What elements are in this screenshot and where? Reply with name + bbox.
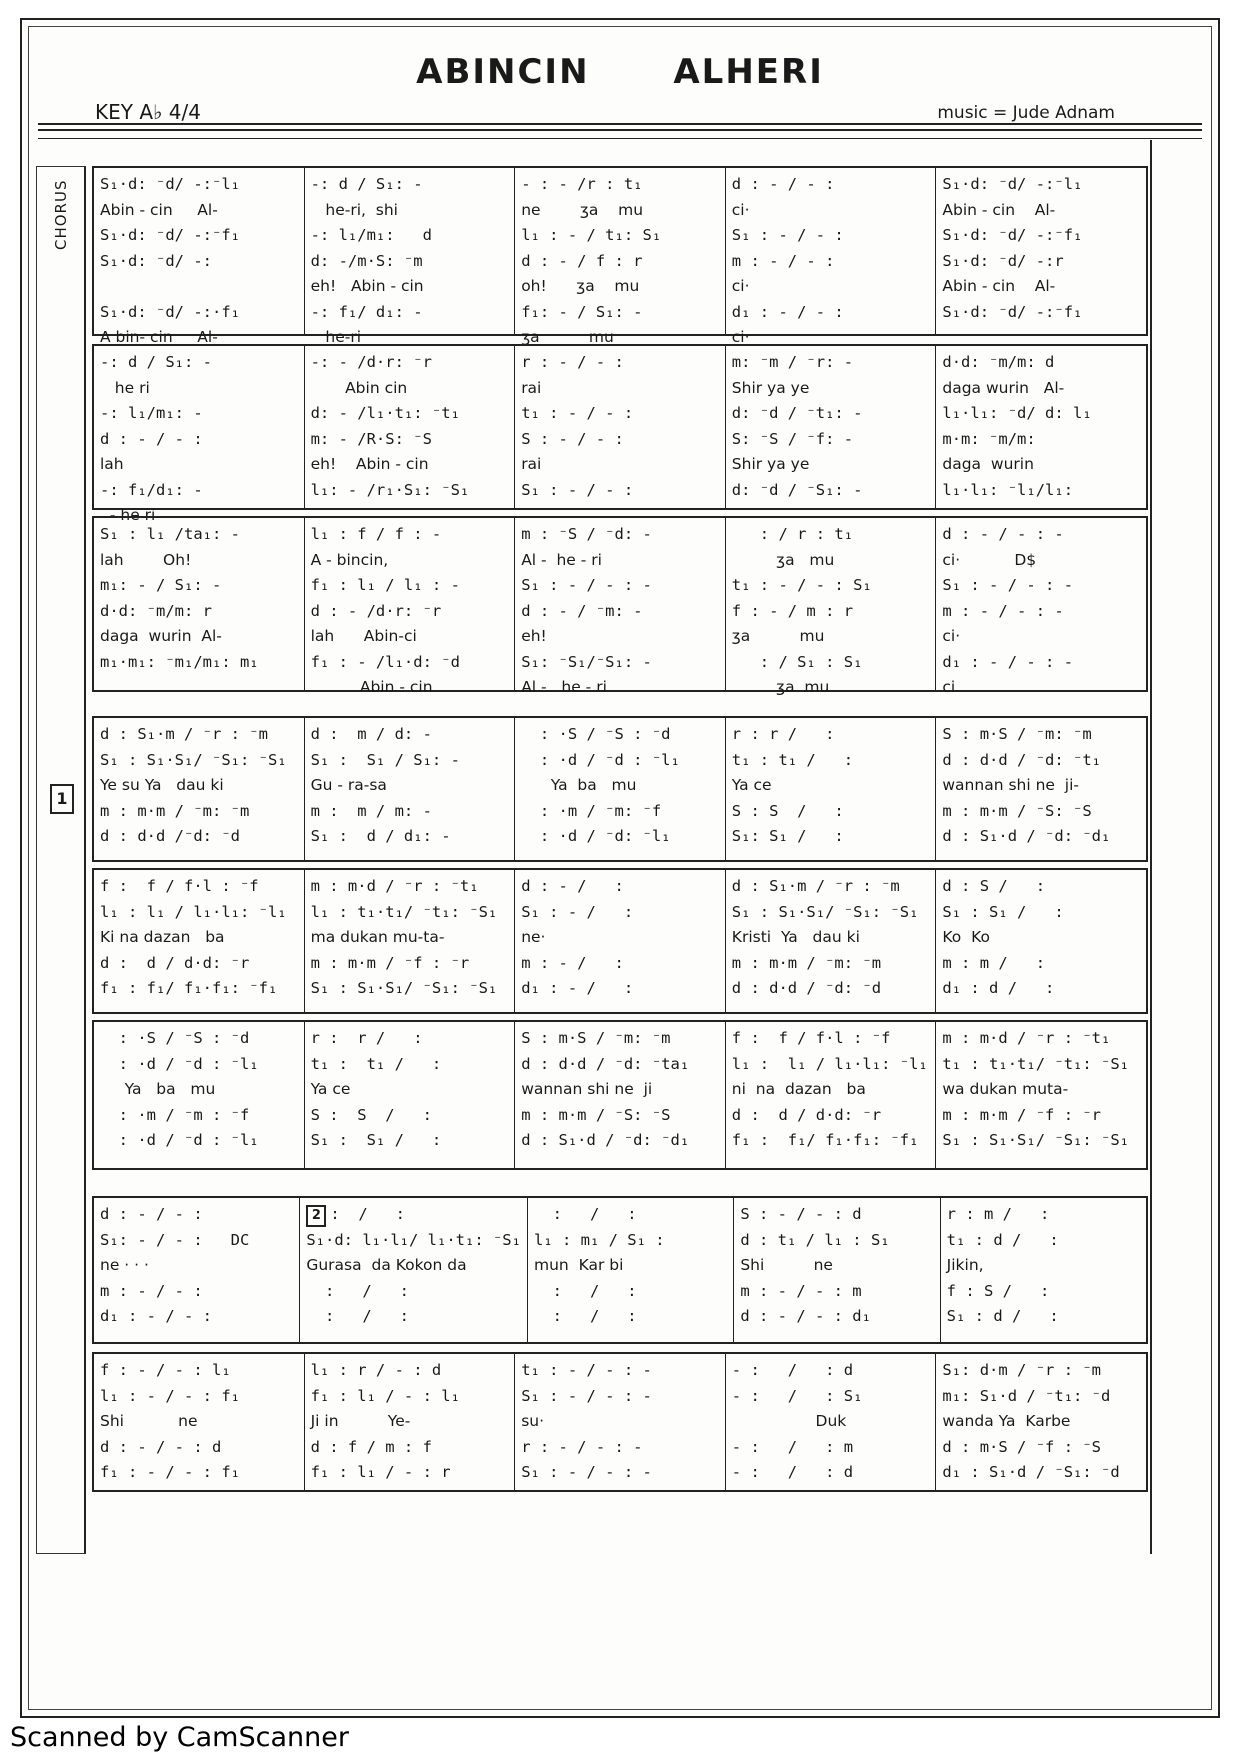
notation-line: l₁ : l₁ / l₁·l₁: ⁻l₁ xyxy=(100,902,287,921)
lyric-line: ci· xyxy=(731,200,750,219)
notation-line: d₁ : d / : xyxy=(942,979,1055,997)
lyric-line: lah xyxy=(100,455,124,473)
notation-line: f₁ : l₁ / l₁ : - xyxy=(310,576,460,594)
notation-line: t₁ : - / - : xyxy=(521,404,634,422)
notation-line: m : m / m: - xyxy=(310,801,432,820)
lyric-line: Abin - cin Al- xyxy=(100,200,218,219)
measure xyxy=(94,1022,305,1168)
measure xyxy=(515,718,726,860)
notation-line: l₁ : r / - : d xyxy=(310,1361,442,1379)
lyric-line: Ya ba mu xyxy=(100,1080,216,1098)
notation-line: S₁ : - / - : - xyxy=(521,1463,652,1481)
measure xyxy=(726,346,937,508)
lyric-line: Ji in Ye- xyxy=(310,1412,411,1430)
measure xyxy=(305,718,516,860)
notation-line: d : - /d·r: ⁻r xyxy=(310,601,442,620)
lyric-line: - he ri xyxy=(100,506,156,524)
notation-line: S₁ : l₁ /ta₁: - xyxy=(100,525,240,543)
notation-line: d·d: ⁻m/m: r xyxy=(100,601,212,620)
lyric-line: lah Abin-ci xyxy=(310,627,417,645)
notation-line: S₁·d: ⁻d/ -: xyxy=(100,251,212,270)
score-system xyxy=(92,1196,1148,1344)
lyric-line: ni na dazan ba xyxy=(731,1080,866,1098)
notation-line: d : - / - : xyxy=(731,175,835,193)
notation-line: : ·d / ⁻d : ⁻l₁ xyxy=(521,750,680,769)
notation-line: -: - /d·r: ⁻r xyxy=(310,353,432,371)
notation-line: : ·d / ⁻d: ⁻l₁ xyxy=(521,827,671,845)
notation-line: m : m·m / ⁻S: ⁻S xyxy=(942,801,1092,820)
lyric-line: rai xyxy=(521,378,542,397)
notation-line: - : - /r : t₁ xyxy=(521,175,643,193)
lyric-line: ʒa mu xyxy=(731,550,835,569)
notation-line: d : - / f : r xyxy=(521,251,643,270)
notation-line: f : f / f·l : ⁻f xyxy=(100,877,259,895)
notation-line: : ·S / ⁻S : ⁻d xyxy=(521,725,671,743)
lyric-line: Abin - cin Al- xyxy=(942,200,1056,219)
notation-line: S₁·d: ⁻d/ -:·f₁ xyxy=(100,302,240,321)
notation-line: m₁·m₁: ⁻m₁/m₁: m₁ xyxy=(100,652,259,671)
notation-line: S₁ : - / - : xyxy=(731,226,844,244)
notation-line: - : / : d xyxy=(731,1361,854,1379)
measure xyxy=(94,518,305,690)
lyric-line: Ya ce xyxy=(731,776,772,794)
lyric-line: Abin - cin xyxy=(310,678,433,696)
notation-line: S₁: ⁻S₁/⁻S₁: - xyxy=(521,652,652,671)
notation-line: d : - / - : d₁ xyxy=(740,1307,871,1325)
score-system xyxy=(92,716,1148,862)
notation-line: d₁ : - / - : xyxy=(731,302,844,321)
notation-line: S₁ : d / : xyxy=(946,1307,1059,1325)
lyric-line: Gu - ra-sa xyxy=(310,776,387,794)
measure xyxy=(515,346,726,508)
measure xyxy=(305,1022,516,1168)
notation-line: m : - / - : xyxy=(100,1281,203,1300)
notation-line: d : d / d·d: ⁻r xyxy=(100,953,250,972)
notation-line: d : d / d·d: ⁻r xyxy=(731,1105,882,1124)
notation-line: : ·d / ⁻d : ⁻l₁ xyxy=(100,1054,259,1073)
lyric-line: Ya ba mu xyxy=(521,776,637,794)
lyric-line: Duk xyxy=(731,1412,847,1430)
notation-line: d₁ : - / : xyxy=(521,979,634,997)
key-signature: KEY A♭ 4/4 xyxy=(95,100,201,124)
section-margin xyxy=(36,166,86,1554)
notation-line: 2 : / : xyxy=(306,1202,521,1228)
measure xyxy=(726,870,937,1012)
notation-line: S₁ : S₁·S₁/ ⁻S₁: ⁻S₁ xyxy=(310,979,498,997)
lyric-line: wa dukan muta- xyxy=(942,1080,1069,1098)
notation-line: d : S₁·d / ⁻d: ⁻d₁ xyxy=(521,1131,690,1149)
notation-line: -: f₁/d₁: - xyxy=(100,480,203,499)
lyric-line: ʒa mu xyxy=(731,678,830,696)
notation-line: m : m / : xyxy=(942,953,1046,972)
notation-line: S₁ : S₁·S₁/ ⁻S₁: ⁻S₁ xyxy=(942,1131,1130,1149)
notation-line: l₁·l₁: ⁻d/ d: l₁ xyxy=(942,404,1092,422)
measure xyxy=(305,1354,516,1490)
score-system xyxy=(92,166,1148,346)
notation-line: : ·S / ⁻S : ⁻d xyxy=(100,1029,250,1047)
measure xyxy=(726,518,937,696)
notation-line: r : - / - : - xyxy=(521,1437,643,1456)
notation-line: l₁ : l₁ / l₁·l₁: ⁻l₁ xyxy=(731,1054,928,1073)
notation-line: m : m·d / ⁻r : ⁻t₁ xyxy=(942,1029,1111,1047)
notation-line: m : m·m / ⁻S: ⁻S xyxy=(521,1105,671,1124)
notation-line: f₁: - / S₁: - xyxy=(521,302,643,321)
measure xyxy=(528,1198,734,1342)
notation-line: S₁ : - / - : - xyxy=(521,576,652,594)
lyric-line: rai xyxy=(521,455,542,473)
measure xyxy=(94,346,305,524)
notation-line: m₁: - / S₁: - xyxy=(100,576,222,594)
lyric-line: daga wurin Al- xyxy=(942,378,1065,397)
notation-line: l₁ : m₁ / S₁ : xyxy=(533,1230,665,1249)
measure xyxy=(94,718,305,860)
notation-line: m : m·m / ⁻m: ⁻m xyxy=(731,953,882,972)
lyric-line: wannan shi ne ji- xyxy=(942,776,1079,794)
notation-line: S₁·d: ⁻d/ -:⁻f₁ xyxy=(942,302,1083,321)
measure xyxy=(305,518,516,696)
notation-line: f₁ : f₁/ f₁·f₁: ⁻f₁ xyxy=(731,1131,919,1149)
lyric-line: su· xyxy=(521,1412,545,1430)
lyric-line: Ko Ko xyxy=(942,928,990,946)
notation-line: : ·m / ⁻m: ⁻f xyxy=(521,801,662,820)
notation-line: d: - /l₁·t₁: ⁻t₁ xyxy=(310,404,460,422)
header-divider xyxy=(38,129,1202,131)
notation-line: l₁ : - / - : f₁ xyxy=(100,1386,240,1405)
lyric-line: ma dukan mu-ta- xyxy=(310,928,445,946)
lyric-line: Shir ya ye xyxy=(731,378,810,397)
measure xyxy=(515,518,726,696)
notation-line: m : m·m / ⁻f : ⁻r xyxy=(942,1105,1102,1124)
lyric-line: ci· xyxy=(731,328,750,346)
notation-line: -: l₁/m₁: - xyxy=(100,404,203,422)
measure xyxy=(936,346,1146,508)
lyric-line: eh! xyxy=(521,627,547,645)
notation-line: d : S / : xyxy=(942,877,1046,895)
lyric-line: Abin - cin Al- xyxy=(942,277,1056,295)
notation-line: m : m·m / ⁻m: ⁻m xyxy=(100,801,250,820)
notation-line: t₁ : t₁ / : xyxy=(731,750,854,769)
measure xyxy=(515,1354,726,1490)
notation-line: m : - / - : xyxy=(731,251,835,270)
lyric-line: Kristi Ya dau ki xyxy=(731,928,860,946)
notation-line: S₁: d·m / ⁻r : ⁻m xyxy=(942,1361,1102,1379)
measure xyxy=(936,1354,1146,1490)
notation-line: S : S / : xyxy=(310,1105,432,1124)
lyric-line: ci xyxy=(942,678,956,696)
measure xyxy=(726,1022,937,1168)
notation-line: d : d·d / ⁻d: ⁻d xyxy=(731,979,882,997)
chorus-label: CHORUS xyxy=(52,179,70,250)
notation-line: f : S / : xyxy=(946,1281,1050,1300)
lyric-line: ci· xyxy=(731,277,750,295)
notation-line: r : r / : xyxy=(731,725,835,743)
notation-line: m : - / : xyxy=(521,953,624,972)
notation-line: d : m·S / ⁻f : ⁻S xyxy=(942,1437,1102,1456)
notation-line: r : m / : xyxy=(946,1205,1050,1223)
notation-line: S₁: S₁ / : xyxy=(731,827,844,845)
notation-line: S : - / - : xyxy=(521,429,624,448)
section-two-marker: 2 xyxy=(306,1205,326,1227)
lyric-line: he-ri, shi xyxy=(310,200,398,219)
measure xyxy=(941,1198,1146,1342)
measure xyxy=(305,870,516,1012)
notation-line: S₁: - / - : DC xyxy=(100,1230,250,1249)
notation-line: S₁·d: ⁻d/ -:⁻f₁ xyxy=(942,226,1083,244)
notation-line: r : r / : xyxy=(310,1029,423,1047)
measure xyxy=(936,718,1146,860)
notation-line: : / : xyxy=(306,1307,409,1325)
notation-line: S₁ : d / d₁: - xyxy=(310,827,451,845)
measure xyxy=(726,168,937,346)
notation-line: d : - / - : xyxy=(100,429,203,448)
notation-line: S₁·d: ⁻d/ -:⁻l₁ xyxy=(100,175,240,193)
lyric-line: ʒa mu xyxy=(521,328,614,346)
measure xyxy=(936,1022,1146,1168)
notation-line: : / : xyxy=(533,1205,637,1223)
measure xyxy=(515,168,726,346)
notation-line: d : d·d / ⁻d: ⁻t₁ xyxy=(942,750,1102,769)
notation-line: d : S₁·m / ⁻r : ⁻m xyxy=(731,877,900,895)
notation-line: S : m·S / ⁻m: ⁻m xyxy=(942,725,1092,743)
lyric-line: A bin- cin Al- xyxy=(100,328,218,346)
notation-line: l₁ : f / f : - xyxy=(310,525,442,543)
notation-line: d : S₁·d / ⁻d: ⁻d₁ xyxy=(942,827,1111,845)
notation-line: r : - / - : xyxy=(521,353,624,371)
lyric-line: Al - he - ri xyxy=(521,550,602,569)
measure xyxy=(734,1198,940,1342)
notation-line: - : / : S₁ xyxy=(731,1386,863,1405)
notation-line: - : / : d xyxy=(731,1463,854,1481)
measure xyxy=(94,1198,300,1342)
notation-line: f : - / - : l₁ xyxy=(100,1361,231,1379)
notation-line: S : - / - : d xyxy=(740,1205,862,1223)
song-title: ABINCIN ALHERI xyxy=(416,52,824,92)
notation-line: -: f₁/ d₁: - xyxy=(310,302,423,321)
notation-line: m : m·d / ⁻r : ⁻t₁ xyxy=(310,877,479,895)
notation-line: t₁ : - / - : S₁ xyxy=(731,576,872,594)
notation-line: m : ⁻S / ⁻d: - xyxy=(521,525,652,543)
notation-line: f₁ : l₁ / - : r xyxy=(310,1463,451,1481)
lyric-line: Shir ya ye xyxy=(731,455,810,473)
notation-line: S : S / : xyxy=(731,801,844,820)
measure xyxy=(305,168,516,346)
lyric-line: he-ri xyxy=(310,328,362,346)
measure xyxy=(94,870,305,1012)
lyric-line: Abin cin xyxy=(310,378,408,397)
header-divider xyxy=(38,123,1202,125)
right-margin xyxy=(1150,140,1170,1554)
notation-line: f : f / f·l : ⁻f xyxy=(731,1029,891,1047)
notation-line: S₁ : - / : xyxy=(521,902,634,921)
notation-line: l₁ : t₁·t₁/ ⁻t₁: ⁻S₁ xyxy=(310,902,498,921)
notation-line: d₁ : S₁·d / ⁻S₁: ⁻d xyxy=(942,1463,1120,1481)
lyric-line: Shi ne xyxy=(740,1256,833,1274)
lyric-line: wanda Ya Karbe xyxy=(942,1412,1071,1430)
notation-line: S₁·d: ⁻d/ -:r xyxy=(942,251,1064,270)
notation-line: l₁: - /r₁·S₁: ⁻S₁ xyxy=(310,480,470,499)
lyric-line: ci· xyxy=(942,627,961,645)
lyric-line: Jikin, xyxy=(946,1256,984,1274)
lyric-line: Al - he - ri xyxy=(521,678,607,696)
notation-line: f₁ : f₁/ f₁·f₁: ⁻f₁ xyxy=(100,979,278,997)
notation-line: S₁ : S₁·S₁/ ⁻S₁: ⁻S₁ xyxy=(731,902,919,921)
notation-line: t₁ : - / - : - xyxy=(521,1361,652,1379)
notation-line: d : - / - : d xyxy=(100,1437,222,1456)
notation-line xyxy=(100,274,298,300)
notation-line: S₁ : S₁·S₁/ ⁻S₁: ⁻S₁ xyxy=(100,750,287,769)
score-system xyxy=(92,1352,1148,1492)
measure xyxy=(936,870,1146,1012)
notation-line: : / S₁ : S₁ xyxy=(731,652,863,671)
notation-line: : / : xyxy=(306,1281,409,1300)
notation-line: S₁ : S₁ / S₁: - xyxy=(310,750,460,769)
notation-line: d: -/m·S: ⁻m xyxy=(310,251,423,270)
notation-line: : / : xyxy=(533,1281,637,1300)
lyric-line: ne · · · xyxy=(100,1256,149,1274)
lyric-line: ci· D$ xyxy=(942,550,1037,569)
score-system xyxy=(92,516,1148,696)
lyric-line: Gurasa da Kokon da xyxy=(306,1256,467,1274)
lyric-line: wannan shi ne ji xyxy=(521,1080,653,1098)
notation-line: d : - / - : - xyxy=(942,525,1064,543)
notation-line: t₁ : t₁ / : xyxy=(310,1054,442,1073)
measure xyxy=(726,1354,937,1490)
notation-line: f₁ : l₁ / - : l₁ xyxy=(310,1386,460,1405)
notation-line: : ·d / ⁻d : ⁻l₁ xyxy=(100,1131,259,1149)
lyric-line: eh! Abin - cin xyxy=(310,277,424,295)
notation-line: S₁ : - / - : - xyxy=(521,1386,652,1405)
notation-line: S₁·d: ⁻d/ -:⁻l₁ xyxy=(942,175,1083,193)
notation-line: f₁ : - / - : f₁ xyxy=(100,1463,240,1481)
measure xyxy=(94,1354,305,1490)
notation-line: d₁ : - / - : xyxy=(100,1307,212,1325)
notation-line: f₁ : - /l₁·d: ⁻d xyxy=(310,652,460,671)
notation-line: S₁·d: l₁·l₁/ l₁·t₁: ⁻S₁ xyxy=(306,1230,521,1249)
notation-line: t₁ : d / : xyxy=(946,1230,1059,1249)
notation-line: d : t₁ / l₁ : S₁ xyxy=(740,1230,890,1249)
scanner-watermark: Scanned by CamScanner xyxy=(10,1722,349,1753)
notation-line: m₁: S₁·d / ⁻t₁: ⁻d xyxy=(942,1386,1111,1405)
lyric-line: A - bincin, xyxy=(310,550,389,569)
lyric-line: eh! Abin - cin xyxy=(310,455,429,473)
lyric-line: Ki na dazan ba xyxy=(100,928,225,946)
verse-marker: 1 xyxy=(50,784,74,814)
lyric-line: mun Kar bi xyxy=(533,1256,624,1274)
notation-line: d : d·d /⁻d: ⁻d xyxy=(100,827,240,845)
notation-line: S₁·d: ⁻d/ -:⁻f₁ xyxy=(100,226,240,244)
measure xyxy=(300,1198,528,1342)
lyric-line: daga wurin xyxy=(942,455,1034,473)
measure xyxy=(936,518,1146,696)
score-system xyxy=(92,344,1148,524)
notation-line: d : d·d / ⁻d: ⁻ta₁ xyxy=(521,1054,690,1073)
measure xyxy=(305,346,516,508)
measure xyxy=(515,870,726,1012)
notation-line: m·m: ⁻m/m: xyxy=(942,429,1036,448)
notation-line: - : / : m xyxy=(731,1437,854,1456)
lyric-line: ne· xyxy=(521,928,546,946)
measure xyxy=(515,1022,726,1168)
lyric-line: ne ʒa mu xyxy=(521,200,644,219)
notation-line: d: ⁻d / ⁻t₁: - xyxy=(731,404,863,422)
notation-line: d : S₁·m / ⁻r : ⁻m xyxy=(100,725,268,743)
lyric-line: Ya ce xyxy=(310,1080,351,1098)
lyric-line: ʒa mu xyxy=(731,627,825,645)
notation-line: S: ⁻S / ⁻f: - xyxy=(731,429,854,448)
notation-line: d₁ : - / - : - xyxy=(942,652,1074,671)
lyric-line: lah Oh! xyxy=(100,550,192,569)
score-system xyxy=(92,868,1148,1014)
notation-line: m : m·m / ⁻f : ⁻r xyxy=(310,953,470,972)
notation-line: : / : xyxy=(533,1307,637,1325)
notation-line: d : - / - : xyxy=(100,1205,203,1223)
measure xyxy=(94,168,305,346)
notation-line: d : - / ⁻m: - xyxy=(521,601,643,620)
measure xyxy=(936,168,1146,334)
notation-line: S₁ : S₁ / : xyxy=(942,902,1064,921)
notation-line: d·d: ⁻m/m: d xyxy=(942,353,1055,371)
notation-line: : ·m / ⁻m : ⁻f xyxy=(100,1105,250,1124)
composer-credit: music = Jude Adnam xyxy=(937,103,1115,123)
notation-line: S₁ : S₁ / : xyxy=(310,1131,442,1149)
notation-line: l₁ : - / t₁: S₁ xyxy=(521,226,662,244)
notation-line: d : f / m : f xyxy=(310,1437,432,1456)
lyric-line: daga wurin Al- xyxy=(100,627,222,645)
notation-line: m : - / - : m xyxy=(740,1281,862,1300)
notation-line: -: l₁/m₁: d xyxy=(310,226,432,244)
notation-line: f : - / m : r xyxy=(731,601,854,620)
header-divider xyxy=(38,138,1202,139)
notation-line: S : m·S / ⁻m: ⁻m xyxy=(521,1029,671,1047)
notation-line: d : - / : xyxy=(521,877,624,895)
notation-line: : / r : t₁ xyxy=(731,525,854,543)
lyric-line: Shi ne xyxy=(100,1412,198,1430)
notation-line: t₁ : t₁·t₁/ ⁻t₁: ⁻S₁ xyxy=(942,1054,1130,1073)
notation-line: l₁·l₁: ⁻l₁/l₁: xyxy=(942,480,1074,499)
lyric-line: oh! ʒa mu xyxy=(521,277,640,295)
lyric-line: Ye su Ya dau ki xyxy=(100,776,224,794)
notation-line: m : - / - : - xyxy=(942,601,1064,620)
notation-line: -: d / S₁: - xyxy=(310,175,423,193)
notation-line: d : m / d: - xyxy=(310,725,432,743)
notation-line: -: d / S₁: - xyxy=(100,353,212,371)
measure xyxy=(726,718,937,860)
notation-line: m: ⁻m / ⁻r: - xyxy=(731,353,854,371)
notation-line: S₁ : - / - : xyxy=(521,480,634,499)
notation-line: S₁ : - / - : - xyxy=(942,576,1074,594)
lyric-line: he ri xyxy=(100,378,150,397)
score-system xyxy=(92,1020,1148,1170)
notation-line: d: ⁻d / ⁻S₁: - xyxy=(731,480,863,499)
notation-line: m: - /R·S: ⁻S xyxy=(310,429,432,448)
